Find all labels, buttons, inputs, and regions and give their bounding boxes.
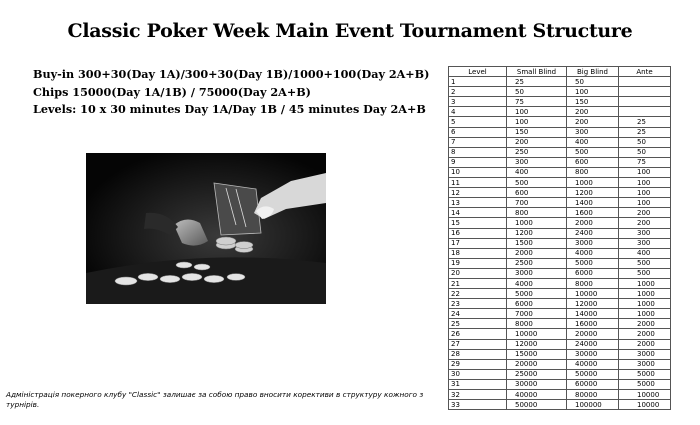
cell-ante: 1000	[619, 299, 671, 309]
cell-ante: 2000	[619, 339, 671, 349]
cell-level: 15	[449, 218, 507, 228]
cell-level: 13	[449, 198, 507, 208]
table-row	[449, 359, 671, 369]
cell-small-blind: 2000	[507, 248, 567, 258]
levels-line: Levels: 10 x 30 minutes Day 1A/Day 1B / 45 minutes Day 2A+B	[33, 102, 426, 116]
cell-small-blind: 500	[507, 178, 567, 188]
cell-small-blind: 700	[507, 198, 567, 208]
cell-big-blind: 800	[567, 167, 619, 177]
cell-big-blind: 30000	[567, 349, 619, 359]
cell-ante: 300	[619, 238, 671, 248]
cell-big-blind: 1600	[567, 208, 619, 218]
cell-level: 7	[449, 137, 507, 147]
cell-big-blind: 600	[567, 157, 619, 167]
table-row	[449, 400, 671, 410]
cell-small-blind: 25000	[507, 369, 567, 379]
cell-level: 10	[449, 167, 507, 177]
table-row	[449, 77, 671, 87]
table-row	[449, 390, 671, 400]
disclaimer-note: Адміністрація покерного клубу "Classic" залишає за собою право вносити корективи в структуру кожного з турнірів.	[6, 390, 424, 409]
table-row	[449, 147, 671, 157]
cell-small-blind: 4000	[507, 278, 567, 288]
cell-small-blind: 40000	[507, 390, 567, 400]
cell-level: 9	[449, 157, 507, 167]
table-row	[449, 228, 671, 238]
cell-small-blind: 3000	[507, 268, 567, 278]
cell-big-blind: 24000	[567, 339, 619, 349]
table-row	[449, 218, 671, 228]
cell-level: 24	[449, 309, 507, 319]
cell-ante: 100	[619, 178, 671, 188]
table-row	[449, 268, 671, 278]
cell-ante: 75	[619, 157, 671, 167]
cell-level: 27	[449, 339, 507, 349]
cell-level: 3	[449, 97, 507, 107]
cell-small-blind: 250	[507, 147, 567, 157]
table-row	[449, 258, 671, 268]
table-row	[449, 238, 671, 248]
cell-level: 19	[449, 258, 507, 268]
cell-big-blind: 12000	[567, 299, 619, 309]
cell-level: 18	[449, 248, 507, 258]
cell-level: 31	[449, 379, 507, 389]
cell-small-blind: 150	[507, 127, 567, 137]
chips-line: Chips 15000(Day 1A/1B) / 75000(Day 2A+B)	[33, 84, 311, 99]
cell-big-blind: 40000	[567, 359, 619, 369]
table-row	[449, 278, 671, 288]
table-row	[449, 248, 671, 258]
table-header-row	[449, 67, 671, 77]
cell-small-blind: 7000	[507, 309, 567, 319]
cell-small-blind: 6000	[507, 299, 567, 309]
cell-ante: 100	[619, 188, 671, 198]
cell-small-blind: 400	[507, 167, 567, 177]
table-row	[449, 188, 671, 198]
cell-level: 22	[449, 289, 507, 299]
cell-small-blind: 15000	[507, 349, 567, 359]
cell-ante: 25	[619, 117, 671, 127]
cell-small-blind: 1000	[507, 218, 567, 228]
cell-big-blind: 1000	[567, 178, 619, 188]
cell-big-blind: 20000	[567, 329, 619, 339]
table-row	[449, 127, 671, 137]
table-row	[449, 87, 671, 97]
header-small-blind: Small Blind	[507, 67, 567, 77]
cell-big-blind: 80000	[567, 390, 619, 400]
cell-ante: 5000	[619, 379, 671, 389]
cell-ante: 10000	[619, 400, 671, 410]
cell-level: 5	[449, 117, 507, 127]
cell-ante: 500	[619, 258, 671, 268]
table-row	[449, 349, 671, 359]
cell-level: 16	[449, 228, 507, 238]
buyin-line: Buy-in 300+30(Day 1A)/300+30(Day 1B)/1000+100(Day 2A+B)	[33, 67, 430, 81]
cell-small-blind: 10000	[507, 329, 567, 339]
table-row	[449, 198, 671, 208]
cell-level: 32	[449, 390, 507, 400]
cell-small-blind: 600	[507, 188, 567, 198]
cell-big-blind: 400	[567, 137, 619, 147]
cell-ante: 400	[619, 248, 671, 258]
blind-structure-table	[448, 66, 671, 410]
cell-level: 21	[449, 278, 507, 288]
cell-level: 12	[449, 188, 507, 198]
cell-big-blind: 500	[567, 147, 619, 157]
cell-ante: 1000	[619, 278, 671, 288]
cell-big-blind: 6000	[567, 268, 619, 278]
cell-ante: 300	[619, 228, 671, 238]
header-level: Level	[449, 67, 507, 77]
cell-level: 25	[449, 319, 507, 329]
cell-big-blind: 2000	[567, 218, 619, 228]
cell-big-blind: 14000	[567, 309, 619, 319]
page-title: Classic Poker Week Main Event Tournament Structure	[67, 20, 633, 42]
cell-small-blind: 100	[507, 107, 567, 117]
table-row	[449, 208, 671, 218]
table-row	[449, 299, 671, 309]
cell-small-blind: 200	[507, 137, 567, 147]
table-row	[449, 107, 671, 117]
cell-big-blind: 50	[567, 77, 619, 87]
table-row	[449, 97, 671, 107]
cell-big-blind: 1200	[567, 188, 619, 198]
cell-ante: 500	[619, 268, 671, 278]
table-row	[449, 369, 671, 379]
cell-small-blind: 50	[507, 87, 567, 97]
cell-ante	[619, 87, 671, 97]
table-row	[449, 339, 671, 349]
cell-level: 17	[449, 238, 507, 248]
cell-level: 1	[449, 77, 507, 87]
cell-ante: 10000	[619, 390, 671, 400]
cell-ante: 5000	[619, 369, 671, 379]
cell-ante: 50	[619, 147, 671, 157]
cell-level: 4	[449, 107, 507, 117]
cell-small-blind: 12000	[507, 339, 567, 349]
cell-ante: 3000	[619, 349, 671, 359]
cell-big-blind: 50000	[567, 369, 619, 379]
cell-small-blind: 100	[507, 117, 567, 127]
cell-ante: 2000	[619, 329, 671, 339]
table-row	[449, 137, 671, 147]
table-row	[449, 289, 671, 299]
cell-small-blind: 25	[507, 77, 567, 87]
cell-big-blind: 8000	[567, 278, 619, 288]
cell-ante: 1000	[619, 309, 671, 319]
cell-big-blind: 1400	[567, 198, 619, 208]
table-row	[449, 319, 671, 329]
cell-small-blind: 300	[507, 157, 567, 167]
cell-ante	[619, 77, 671, 87]
cell-ante: 3000	[619, 359, 671, 369]
cell-ante: 100	[619, 198, 671, 208]
cell-level: 30	[449, 369, 507, 379]
cell-big-blind: 2400	[567, 228, 619, 238]
cell-big-blind: 100	[567, 87, 619, 97]
cell-small-blind: 5000	[507, 289, 567, 299]
cell-small-blind: 800	[507, 208, 567, 218]
cell-big-blind: 10000	[567, 289, 619, 299]
cell-small-blind: 75	[507, 97, 567, 107]
table-row	[449, 178, 671, 188]
cell-level: 2	[449, 87, 507, 97]
cell-small-blind: 20000	[507, 359, 567, 369]
cell-small-blind: 8000	[507, 319, 567, 329]
cell-small-blind: 30000	[507, 379, 567, 389]
cell-level: 20	[449, 268, 507, 278]
cell-level: 26	[449, 329, 507, 339]
table-row	[449, 157, 671, 167]
table-row	[449, 117, 671, 127]
table-row	[449, 309, 671, 319]
cell-ante	[619, 97, 671, 107]
cell-big-blind: 4000	[567, 248, 619, 258]
cell-ante: 200	[619, 208, 671, 218]
cell-level: 8	[449, 147, 507, 157]
cell-ante: 25	[619, 127, 671, 137]
cell-big-blind: 60000	[567, 379, 619, 389]
cell-level: 28	[449, 349, 507, 359]
cell-big-blind: 16000	[567, 319, 619, 329]
cell-level: 6	[449, 127, 507, 137]
cell-level: 11	[449, 178, 507, 188]
cell-big-blind: 5000	[567, 258, 619, 268]
cell-ante: 50	[619, 137, 671, 147]
table-row	[449, 167, 671, 177]
tournament-info	[33, 66, 448, 119]
header-big-blind: Big Blind	[567, 67, 619, 77]
cell-level: 29	[449, 359, 507, 369]
cell-small-blind: 50000	[507, 400, 567, 410]
cell-big-blind: 200	[567, 117, 619, 127]
cell-small-blind: 1500	[507, 238, 567, 248]
cell-big-blind: 3000	[567, 238, 619, 248]
table-row	[449, 329, 671, 339]
poker-table-photo	[86, 153, 326, 304]
cell-ante	[619, 107, 671, 117]
cell-ante: 200	[619, 218, 671, 228]
cell-big-blind: 200	[567, 107, 619, 117]
cell-level: 33	[449, 400, 507, 410]
cell-small-blind: 1200	[507, 228, 567, 238]
cell-big-blind: 150	[567, 97, 619, 107]
cell-level: 23	[449, 299, 507, 309]
cell-ante: 100	[619, 167, 671, 177]
table-row	[449, 379, 671, 389]
poker-table-illustration	[86, 153, 326, 304]
cell-big-blind: 300	[567, 127, 619, 137]
cell-big-blind: 100000	[567, 400, 619, 410]
cell-ante: 2000	[619, 319, 671, 329]
header-ante: Ante	[619, 67, 671, 77]
cell-small-blind: 2500	[507, 258, 567, 268]
cell-ante: 1000	[619, 289, 671, 299]
cell-level: 14	[449, 208, 507, 218]
